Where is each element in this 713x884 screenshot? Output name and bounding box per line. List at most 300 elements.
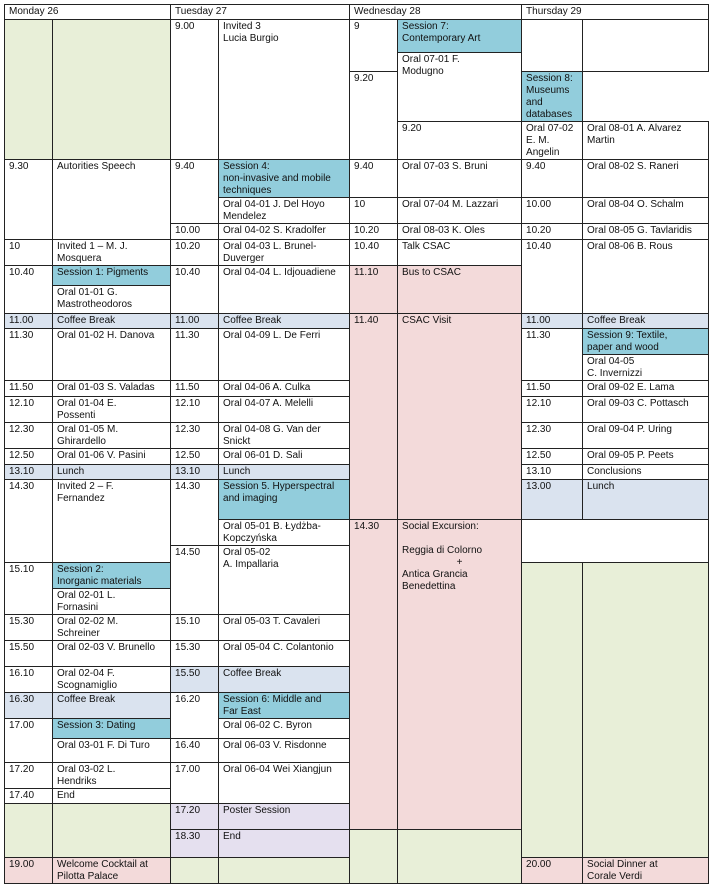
time-cell [171, 224, 219, 240]
event-cell [583, 329, 709, 355]
cell-line: Oral 06-01 D. Sali [223, 450, 303, 461]
time-cell [350, 240, 398, 266]
cell-line: Schreiner [57, 628, 100, 639]
cell-line: Oral 06-03 V. Risdonne [223, 740, 327, 751]
time-cell [5, 480, 53, 563]
event-cell [53, 465, 171, 480]
event-cell [53, 615, 171, 641]
cell-line: Oral 02-02 M. [57, 616, 119, 627]
event-cell [53, 286, 171, 314]
cell-line: Bus to CSAC [402, 267, 461, 278]
time-cell [5, 465, 53, 480]
cell-line: Oral 02-04 F. [57, 668, 115, 679]
cell-line: Lunch [223, 466, 251, 477]
cell-line: Session 6: Middle and [223, 694, 322, 705]
event-cell [522, 122, 583, 160]
cell-line: 14.30 [175, 481, 201, 492]
time-cell [171, 830, 219, 858]
cell-line: Oral 01-03 S. Valadas [57, 382, 155, 393]
cell-line: Oral 04-08 G. Van der [223, 424, 321, 435]
empty-cell [583, 563, 709, 858]
cell-line: Session 5. Hyperspectral [223, 481, 335, 492]
empty-cell [350, 830, 398, 884]
cell-line: Contemporary Art [402, 33, 481, 44]
cell-line: CSAC Visit [402, 315, 452, 326]
time-cell [171, 667, 219, 693]
cell-line: 10.00 [175, 225, 201, 236]
cell-line: Oral 09-05 P. Peets [587, 450, 674, 461]
cell-line: 11.40 [354, 315, 379, 326]
cell-line: Social Excursion: [402, 521, 479, 532]
event-cell [53, 667, 171, 693]
time-cell [171, 693, 219, 739]
cell-line [526, 21, 578, 33]
cell-line: Invited 3 [223, 21, 261, 32]
cell-line [587, 21, 704, 33]
event-cell [398, 240, 522, 266]
cell-line [354, 831, 393, 843]
cell-line: 12.10 [526, 398, 552, 409]
event-cell [53, 719, 171, 739]
cell-line: Oral 05-01 B. Łydżba- [223, 521, 321, 532]
cell-line: 16.20 [175, 694, 201, 705]
event-cell [53, 329, 171, 381]
event-cell [53, 160, 171, 240]
event-cell [219, 641, 350, 667]
event-cell [583, 240, 709, 314]
cell-line: 10 [9, 241, 21, 252]
cell-line: Oral 05-04 C. Colantonio [223, 642, 334, 653]
cell-line: Oral 05-03 T. Cavaleri [223, 616, 321, 627]
time-cell [5, 314, 53, 329]
cell-line: Invited 1 – M. J. [57, 241, 128, 252]
schedule-table [4, 4, 709, 884]
event-cell [398, 20, 522, 53]
time-cell [5, 719, 53, 763]
event-cell [583, 423, 709, 449]
time-cell [171, 266, 219, 314]
cell-line: Autorities Speech [57, 161, 136, 172]
time-cell [171, 423, 219, 449]
event-cell [219, 266, 350, 314]
cell-line: Oral 08-01 A. Alvarez [587, 123, 682, 134]
cell-line: Oral 03-02 L. [57, 764, 116, 775]
cell-line: 9.20 [354, 73, 374, 84]
cell-line [57, 805, 166, 817]
event-cell [53, 693, 171, 719]
cell-line: Oral 09-04 P. Uring [587, 424, 672, 435]
cell-line: 17.00 [175, 764, 201, 775]
cell-line: 11.30 [175, 330, 200, 341]
event-cell [219, 160, 350, 198]
cell-line: Mastrotheodoros [57, 299, 133, 310]
event-cell [583, 198, 709, 224]
time-cell [5, 449, 53, 465]
time-cell [522, 198, 583, 224]
event-cell [583, 381, 709, 397]
time-cell [522, 329, 583, 381]
cell-line: Oral 04-01 J. Del Hoyo [223, 199, 325, 210]
cell-line: techniques [223, 185, 272, 196]
cell-line: A. Impallaria [223, 559, 279, 570]
event-cell [398, 314, 522, 520]
time-cell [350, 160, 398, 198]
cell-line: Antica Grancia [402, 569, 468, 580]
cell-line: 12.50 [526, 450, 552, 461]
empty-cell [522, 563, 583, 858]
cell-line: Lunch [57, 466, 85, 477]
cell-line: 17.20 [9, 764, 35, 775]
time-cell [5, 423, 53, 449]
event-cell [398, 53, 522, 122]
event-cell [219, 739, 350, 763]
cell-line: Snickt [223, 436, 251, 447]
cell-line: Far East [223, 706, 261, 717]
cell-line: Oral 01-05 M. [57, 424, 119, 435]
event-cell [53, 641, 171, 667]
cell-line: 11.50 [175, 382, 200, 393]
event-cell [219, 465, 350, 480]
cell-line: 10.40 [354, 241, 380, 252]
event-cell [53, 397, 171, 423]
cell-line: Welcome Cocktail at [57, 859, 148, 870]
day-header-row [5, 5, 709, 20]
event-cell [583, 122, 709, 160]
cell-line: End [223, 831, 241, 842]
cell-line: Benedettina [402, 581, 456, 592]
cell-line: Oral 06-02 C. Byron [223, 720, 312, 731]
cell-line: Oral 01-01 G. [57, 287, 118, 298]
cell-line: Mendelez [223, 211, 267, 222]
time-cell [522, 224, 583, 240]
event-cell [398, 266, 522, 314]
cell-line: Oral 07-04 M. Lazzari [402, 199, 499, 210]
event-cell [53, 589, 171, 615]
schedule-row [5, 240, 709, 266]
cell-line: E. M. Angelin [526, 135, 560, 158]
time-cell [171, 804, 219, 830]
cell-line: Session 7: [402, 21, 449, 32]
time-cell [5, 858, 53, 884]
cell-line: 10.00 [526, 199, 552, 210]
event-cell [53, 789, 171, 804]
cell-line: Lucia Burgio [223, 33, 279, 44]
cell-line: Duverger [223, 253, 265, 264]
cell-line: Hendriks [57, 776, 97, 787]
event-cell [53, 381, 171, 397]
cell-line: non-invasive and mobile [223, 173, 331, 184]
time-cell [350, 520, 398, 830]
time-cell [5, 563, 53, 615]
time-cell [522, 449, 583, 465]
cell-line: Coffee Break [57, 694, 116, 705]
cell-line: Mosquera [57, 253, 102, 264]
cell-line: Session 4: [223, 161, 270, 172]
cell-line: Lunch [587, 481, 615, 492]
cell-line: Oral 02-01 L. [57, 590, 116, 601]
event-cell [219, 198, 350, 224]
time-cell [522, 858, 583, 884]
event-cell [219, 397, 350, 423]
schedule-row [5, 20, 709, 53]
cell-line: Talk CSAC [402, 241, 451, 252]
cell-line [175, 859, 214, 871]
time-cell [5, 160, 53, 240]
cell-line: Oral 03-01 F. Di Turo [57, 740, 150, 751]
event-cell [53, 449, 171, 465]
time-cell [5, 667, 53, 693]
time-cell [5, 329, 53, 381]
cell-line: 11.30 [526, 330, 551, 341]
time-cell [171, 397, 219, 423]
time-cell [171, 20, 219, 160]
cell-line: Oral 01-02 H. Danova [57, 330, 155, 341]
time-cell [522, 160, 583, 198]
cell-line: 14.30 [9, 481, 35, 492]
cell-line: Session 3: Dating [57, 720, 136, 731]
empty-cell [171, 858, 219, 884]
cell-line: 11.00 [175, 315, 200, 326]
event-cell [53, 858, 171, 884]
cell-line: Session 2: [57, 564, 104, 575]
cell-line: 16.40 [175, 740, 201, 751]
event-cell [53, 739, 171, 763]
cell-line: 13.10 [9, 466, 35, 477]
cell-line [9, 805, 48, 817]
event-cell [219, 546, 350, 615]
time-cell [350, 266, 398, 314]
event-cell [219, 224, 350, 240]
time-cell [171, 480, 219, 546]
cell-line: + [456, 557, 463, 568]
cell-line: 9 [354, 21, 360, 32]
cell-line: 9.30 [9, 161, 29, 172]
event-cell [522, 72, 583, 122]
cell-line: Oral 08-05 G. Tavlaridis [587, 225, 692, 236]
cell-line: 10.40 [9, 267, 35, 278]
time-cell [171, 314, 219, 329]
cell-line: 11.30 [9, 330, 34, 341]
cell-line: Session 8: Museums [526, 73, 573, 96]
schedule-row [5, 160, 709, 198]
day-header: Tuesday 27 [171, 5, 350, 20]
event-cell [219, 480, 350, 520]
cell-line: 12.50 [175, 450, 201, 461]
time-cell [5, 789, 53, 804]
cell-line: Oral 04-03 L. Brunel- [223, 241, 317, 252]
cell-line: Martin [587, 135, 615, 146]
event-cell [53, 423, 171, 449]
cell-line: Oral 01-06 V. Pasini [57, 450, 146, 461]
event-cell [219, 763, 350, 804]
cell-line: End [57, 790, 75, 801]
cell-line: 11.50 [9, 382, 34, 393]
empty-cell [398, 830, 522, 884]
time-cell [171, 763, 219, 804]
event-cell [219, 449, 350, 465]
cell-line: Fornasini [57, 602, 99, 613]
event-cell [583, 480, 709, 520]
cell-line: Pilotta Palace [57, 871, 119, 882]
cell-line [57, 21, 166, 33]
cell-line: 15.30 [175, 642, 201, 653]
cell-line: 11.10 [354, 267, 379, 278]
cell-line: Session 1: Pigments [57, 267, 149, 278]
cell-line: Oral 02-03 V. Brunello [57, 642, 156, 653]
time-cell [171, 546, 219, 615]
event-cell [398, 160, 522, 198]
time-cell [5, 266, 53, 314]
cell-line: Oral 04-06 A. Culka [223, 382, 311, 393]
time-cell [398, 122, 522, 160]
cell-line: 19.00 [9, 859, 35, 870]
time-cell [5, 397, 53, 423]
cell-line [9, 21, 48, 33]
event-cell [583, 355, 709, 381]
cell-line: Poster Session [223, 805, 291, 816]
time-cell [522, 480, 583, 520]
time-cell [350, 224, 398, 240]
cell-line: paper and wood [587, 342, 659, 353]
cell-line: Session 9: Textile, [587, 330, 668, 341]
time-cell [350, 72, 398, 160]
cell-line: Coffee Break [587, 315, 646, 326]
event-cell [53, 480, 171, 563]
cell-line: Oral 07-02 [526, 123, 574, 134]
event-cell [219, 329, 350, 381]
cell-line: 17.40 [9, 790, 35, 801]
cell-line: 10.40 [526, 241, 552, 252]
event-cell [398, 520, 522, 830]
cell-line: 9.40 [354, 161, 374, 172]
event-cell [219, 615, 350, 641]
time-cell [522, 423, 583, 449]
time-cell [171, 449, 219, 465]
event-cell [219, 314, 350, 329]
cell-line: 18.30 [175, 831, 201, 842]
cell-line: Oral 09-03 C. Pottasch [587, 398, 689, 409]
event-cell [219, 20, 350, 160]
time-cell [171, 739, 219, 763]
empty-cell [522, 20, 583, 72]
cell-line: Possenti [57, 410, 96, 421]
event-cell [219, 804, 350, 830]
cell-line: 12.10 [9, 398, 35, 409]
cell-line [526, 564, 578, 576]
cell-line: 15.10 [9, 564, 35, 575]
cell-line: 14.30 [354, 521, 380, 532]
time-cell [171, 240, 219, 266]
time-cell [522, 381, 583, 397]
time-cell [171, 381, 219, 397]
cell-line: 17.00 [9, 720, 35, 731]
event-cell [398, 198, 522, 224]
event-cell [219, 693, 350, 719]
cell-line: 9.40 [526, 161, 546, 172]
cell-line: Oral 09-02 E. Lama [587, 382, 675, 393]
cell-line: 12.50 [9, 450, 35, 461]
event-cell [219, 520, 350, 546]
cell-line: Ghirardello [57, 436, 106, 447]
cell-line: and databases [526, 97, 573, 120]
cell-line: 10.20 [175, 241, 201, 252]
event-cell [53, 240, 171, 266]
event-cell [219, 719, 350, 739]
cell-line: Oral 08-04 O. Schalm [587, 199, 684, 210]
cell-line: 10.20 [526, 225, 552, 236]
cell-line: C. Invernizzi [587, 368, 643, 379]
event-cell [219, 667, 350, 693]
cell-line: 11.00 [9, 315, 34, 326]
cell-line: 12.30 [175, 424, 201, 435]
day-header: Thursday 29 [522, 5, 709, 20]
cell-line: Oral 07-03 S. Bruni [402, 161, 488, 172]
cell-line: Conclusions [587, 466, 642, 477]
event-cell [53, 314, 171, 329]
cell-line: Fernandez [57, 493, 105, 504]
time-cell [350, 314, 398, 520]
cell-line: 10.20 [354, 225, 380, 236]
empty-cell [583, 20, 709, 72]
cell-line: 13.00 [526, 481, 552, 492]
time-cell [5, 615, 53, 641]
event-cell [583, 160, 709, 198]
event-cell [583, 449, 709, 465]
time-cell [5, 763, 53, 789]
cell-line: Coffee Break [57, 315, 116, 326]
event-cell [583, 314, 709, 329]
cell-line: Oral 01-04 E. [57, 398, 117, 409]
cell-line: Oral 04-07 A. Melelli [223, 398, 314, 409]
cell-line: Inorganic materials [57, 576, 142, 587]
cell-line: 14.50 [175, 547, 201, 558]
cell-line: 16.10 [9, 668, 35, 679]
cell-line [402, 533, 517, 545]
cell-line: 11.00 [526, 315, 551, 326]
time-cell [522, 314, 583, 329]
empty-cell [5, 20, 53, 160]
cell-line: 11.50 [526, 382, 551, 393]
event-cell [219, 830, 350, 858]
event-cell [53, 266, 171, 286]
time-cell [171, 329, 219, 381]
time-cell [5, 641, 53, 667]
cell-line: Oral 04-05 [587, 356, 635, 367]
cell-line: 13.10 [526, 466, 552, 477]
empty-cell [219, 858, 350, 884]
time-cell [171, 160, 219, 224]
cell-line: 16.30 [9, 694, 35, 705]
time-cell [522, 397, 583, 423]
event-cell [583, 858, 709, 884]
time-cell [5, 381, 53, 397]
time-cell [350, 20, 398, 72]
cell-line: 15.30 [9, 616, 35, 627]
cell-line: 10 [354, 199, 366, 210]
cell-line [402, 831, 517, 843]
cell-line: Oral 07-01 F. [402, 54, 460, 65]
day-header: Wednesday 28 [350, 5, 522, 20]
cell-line: Corale Verdi [587, 871, 643, 882]
schedule-body [5, 5, 709, 884]
cell-line: Kopczyńska [223, 533, 277, 544]
event-cell [583, 397, 709, 423]
empty-cell [53, 20, 171, 160]
cell-line: Oral 08-02 S. Raneri [587, 161, 679, 172]
cell-line: Oral 08-06 B. Rous [587, 241, 673, 252]
event-cell [219, 423, 350, 449]
cell-line: Coffee Break [223, 668, 282, 679]
